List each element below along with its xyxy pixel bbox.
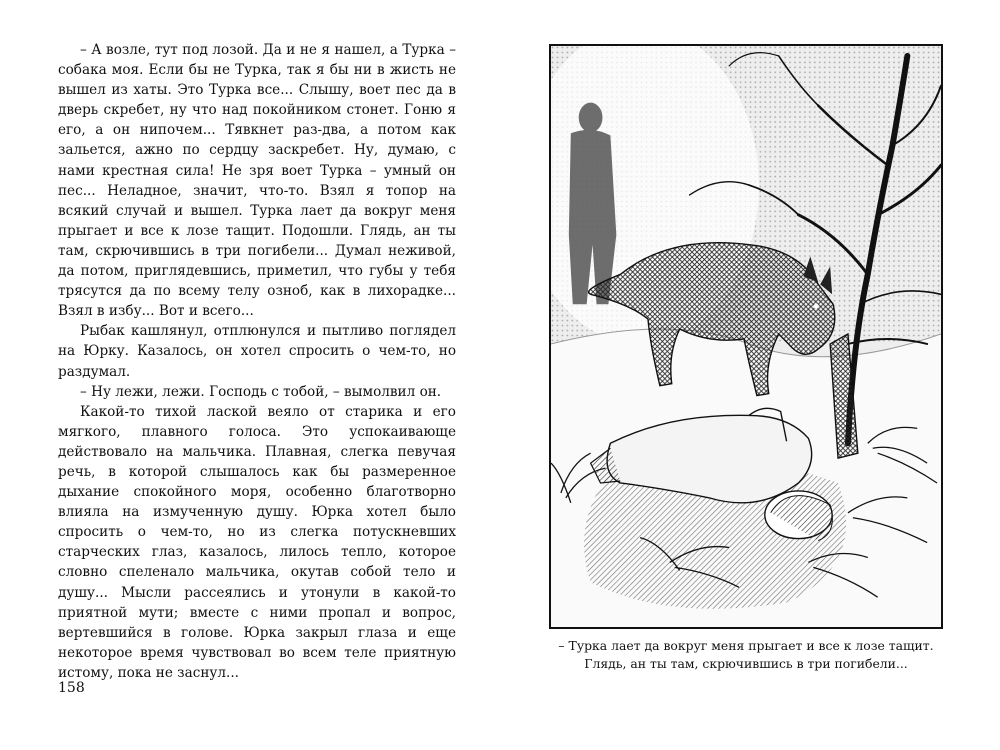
illustration-caption bbox=[549, 637, 943, 673]
illustration-drawing bbox=[551, 46, 941, 627]
page-number: 158 bbox=[58, 680, 85, 696]
illustration bbox=[549, 44, 943, 629]
paragraph-1: – А возле, тут под лозой. Да и не я нашел, а Турка – собака моя. Если бы не Турка, так я бы ни в жисть не вышел из хаты. Это Турка все... Слышу, воет пес да в дверь скребет, ну что над покойником стонет. Гоню я его, а он нипочем... Тявкнет раз-два, а потом как зальется, ажно по сердцу заскребет. Ну, думаю, с нами крестная сила! Не зря воет Турка – умный он пес... Неладное, значит, что-то. Взял я топор на всякий случай и вышел. Турка лает да вокруг меня прыгает и все к лозе тащит. Подошли. Глядь, ан ты там, скрючившись в три погибели... Думал неживой, да потом, приглядевшись, приметил, что губы у тебя трясутся да по всему телу озноб, как в лихорадке... Взял в избу... Вот и всего... bbox=[58, 42, 456, 320]
caption-line-1: – Турка лает да вокруг меня прыгает и все к лозе тащит. bbox=[558, 638, 934, 653]
caption-line-2: Глядь, ан ты там, скрючившись в три погибели... bbox=[584, 656, 908, 671]
paragraph-4: Какой-то тихой лаской веяло от старика и его мягкого, плавного голоса. Это успокаивающе действовало на мальчика. Плавная, слегка певучая речь, в которой слышалось как бы размеренное дыхание спокойного моря, особенно благотворно влияла на измученную душу. Юрка хотел было спросить о чем-то, но из слегка потускневших старческих глаз, казалось, лилось тепло, которое словно спеленало мальчика, окутав собой тело и душу... Мысли рассеялись и утонули в какой-то приятной мути; вместе с ними пропал и вопрос, вертевшийся в голове. Юрка закрыл глаза и еще некоторое время чувствовал во всем теле приятную истому, пока не заснул... bbox=[58, 403, 456, 681]
paragraph-2: Рыбак кашлянул, отплюнулся и пытливо поглядел на Юрку. Казалось, он хотел спросить о чем-то, но раздумал. bbox=[58, 323, 456, 380]
left-page-text bbox=[58, 40, 456, 683]
paragraph-3: – Ну лежи, лежи. Господь с тобой, – вымолвил он. bbox=[80, 383, 442, 400]
